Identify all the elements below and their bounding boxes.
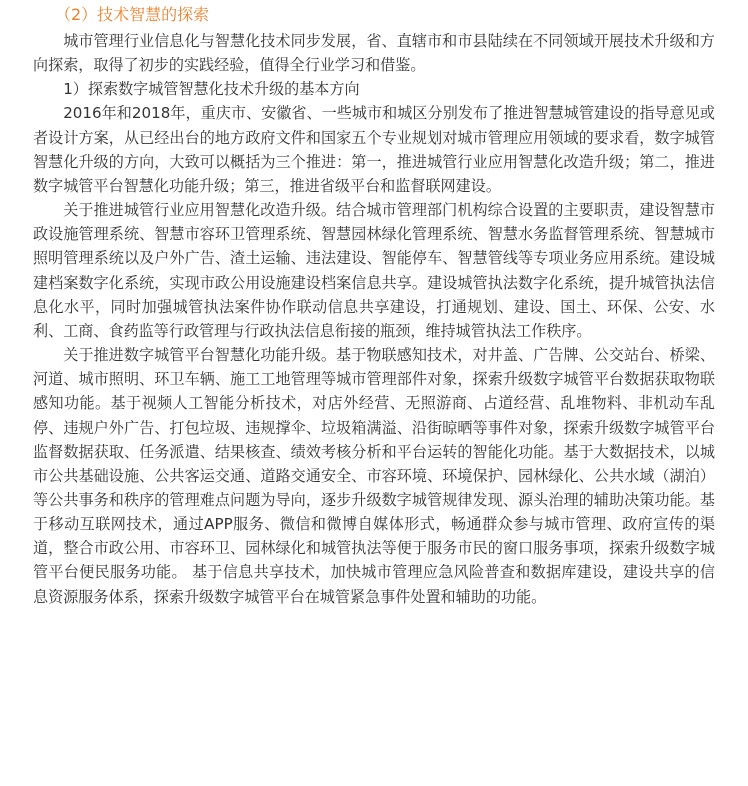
- platform-upgrade-paragraph: 关于推进数字城管平台智慧化功能升级。基于物联感知技术，对井盖、广告牌、公交站台、桥梁、河道、城市照明、环卫车辆、施工工地管理等城市管理部件对象，探索升级数字城管平台数据获取物联感知功能。基于视频人工智能分析技术，对店外经营、无照游商、占道经营、乱堆物料、非机动车乱停、违规户外广告、打包垃圾、违规撑伞、垃圾箱满溢、沿街晾晒等事件对象，探索升级数字城管平台监督数据获取、任务派遣、结果核查、绩效考核分析和平台运转的智能化功能。基于大数据技术，以城市公共基础设施、公共客运交通、道路交通安全、市容环境、环境保护、园林绿化、公共水域（湖泊）等公共事务和秩序的管理难点问题为导向，逐步升级数字城管规律发现、源头治理的辅助决策功能。基于移动互联网技术，通过APP服务、微信和微博自媒体形式，畅通群众参与城市管理、政府宣传的渠道，整合市政公用、市容环卫、园林绿化和城管执法等便于服务市民的窗口服务事项，探索升级数字城管平台便民服务功能。 基于信息共享技术，加快城市管理应急风险普查和数据库建设，建设共享的信息资源服务体系，探索升级数字城管平台在城管紧急事件处置和辅助的功能。: [33, 346, 715, 606]
- section-heading: （2）技术智慧的探索: [55, 5, 210, 24]
- industry-application-paragraph: 关于推进城管行业应用智慧化改造升级。结合城市管理部门机构综合设置的主要职责，建设智慧市政设施管理系统、智慧市容环卫管理系统、智慧园林绿化管理系统、智慧水务监督管理系统、智慧城市照明管理系统以及户外广告、渣土运输、违法建设、智能停车、智慧管线等专项业务应用系统。建设城建档案数字化系统，实现市政公用设施建设档案信息共享。建设城管执法数字化系统，提升城管执法信息化水平，同时加强城管执法案件协作联动信息共享建设，打通规划、建设、国土、环保、公安、水利、工商、食药监等行政管理与行政执法信息衔接的瓶颈，维持城管执法工作秩序。: [33, 201, 715, 340]
- article-body: [33, 29, 715, 609]
- directions-paragraph: 2016年和2018年，重庆市、安徽省、一些城市和城区分别发布了推进智慧城管建设的指导意见或者设计方案，从已经出台的地方政府文件和国家五个专业规划对城市管理应用领域的要求看，数字城管智慧化升级的方向，大致可以概括为三个推进：第一，推进城管行业应用智慧化改造升级；第二，推进数字城管平台智慧化功能升级；第三，推进省级平台和监督联网建设。: [33, 104, 715, 195]
- intro-paragraph: 城市管理行业信息化与智慧化技术同步发展，省、直辖市和市县陆续在不同领域开展技术升级和方向探索，取得了初步的实践经验，值得全行业学习和借鉴。: [33, 32, 715, 75]
- subsection-title: 1）探索数字城管智慧化技术升级的基本方向: [63, 80, 360, 99]
